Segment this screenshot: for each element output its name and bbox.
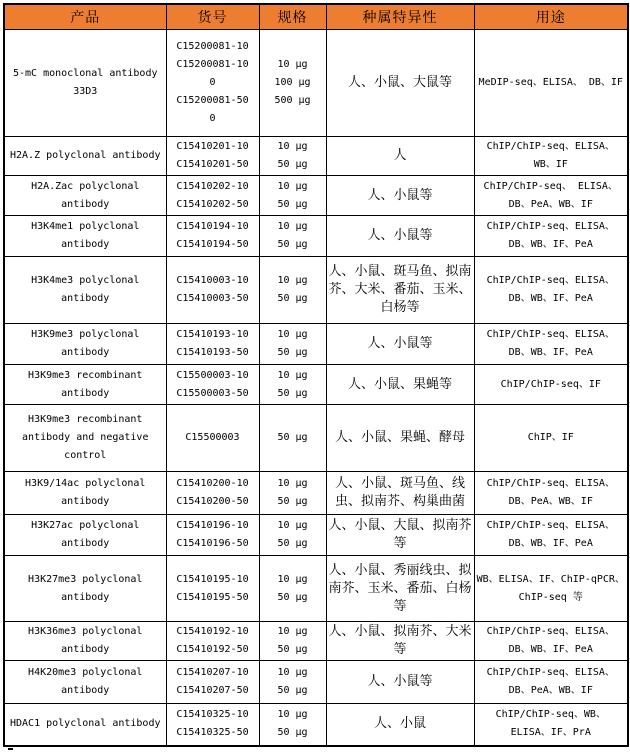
applications-cell: MeDIP-seq、ELISA、 DB、IF [474,30,628,137]
product-cell: H3K27me3 polyclonal antibody [4,556,166,622]
species-cell: 人 [326,137,474,176]
spec-cell: 10 μg 50 μg [259,137,326,176]
catalog-cell: C15410192-10 C15410192-50 [166,622,259,661]
product-cell: H3K9me3 polyclonal antibody [4,324,166,365]
spec-cell: 10 μg 50 μg [259,257,326,324]
table-row [4,405,628,472]
header-row [4,4,628,30]
catalog-cell: C15410202-10 C15410202-50 [166,176,259,216]
species-cell: 人、小鼠、果蝇等 [326,365,474,405]
spec-cell: 10 μg 50 μg [259,472,326,515]
applications-cell: ChIP/ChIP-seq、ELISA、DB、WB、IF、PeA [474,622,628,661]
table-row [4,556,628,622]
column-header-applications: 用途 [474,4,628,30]
spec-cell: 10 μg 100 μg 500 μg [259,30,326,137]
catalog-cell: C15200081-10 C15200081-100 C15200081-500 [166,30,259,137]
catalog-cell: C15410196-10 C15410196-50 [166,515,259,556]
column-header-spec: 规格 [259,4,326,30]
species-cell: 人、小鼠等 [326,661,474,704]
spec-cell: 10 μg 50 μg [259,622,326,661]
species-cell: 人、小鼠、大鼠、拟南芥等 [326,515,474,556]
catalog-cell: C15410207-10 C15410207-50 [166,661,259,704]
spec-cell: 10 μg 50 μg [259,556,326,622]
product-cell: H2A.Z polyclonal antibody [4,137,166,176]
table-row [4,176,628,216]
applications-cell: ChIP/ChIP-seq、WB、ELISA、IF、PrA [474,704,628,746]
table-row [4,324,628,365]
table-row [4,472,628,515]
spec-cell: 10 μg 50 μg [259,365,326,405]
catalog-cell: C15410193-10 C15410193-50 [166,324,259,365]
spec-cell: 50 μg [259,405,326,472]
product-cell: HDAC1 polyclonal antibody [4,704,166,746]
catalog-cell: C15500003 [166,405,259,472]
table-row [4,661,628,704]
table-row [4,622,628,661]
table-row [4,515,628,556]
catalog-cell: C15500003-10 C15500003-50 [166,365,259,405]
table-header [4,4,628,30]
product-cell: H3K36me3 polyclonal antibody [4,622,166,661]
applications-cell: ChIP/ChIP-seq、 ELISA、DB、PeA、WB、IF [474,176,628,216]
applications-cell: ChIP/ChIP-seq、ELISA、DB、WB、IF、PeA [474,515,628,556]
catalog-cell: C15410195-10 C15410195-50 [166,556,259,622]
product-cell: H3K9/14ac polyclonal antibody [4,472,166,515]
spec-cell: 10 μg 50 μg [259,515,326,556]
species-cell: 人、小鼠等 [326,216,474,257]
product-cell: H3K27ac polyclonal antibody [4,515,166,556]
applications-cell: ChIP/ChIP-seq、ELISA、WB、IF [474,137,628,176]
applications-cell: ChIP/ChIP-seq、IF [474,365,628,405]
antibody-product-table [3,3,629,747]
table-body [4,30,628,746]
stray-mark [8,748,13,750]
applications-cell: ChIP/ChIP-seq、ELISA、DB、PeA、WB、IF [474,661,628,704]
spec-cell: 10 μg 50 μg [259,324,326,365]
species-cell: 人、小鼠、果蝇、酵母 [326,405,474,472]
product-cell: 5-mC monoclonal antibody 33D3 [4,30,166,137]
applications-cell: WB、ELISA、IF、ChIP-qPCR、ChIP-seq 等 [474,556,628,622]
species-cell: 人、小鼠等 [326,176,474,216]
column-header-product: 产品 [4,4,166,30]
species-cell: 人、小鼠、斑马鱼、拟南芥、大米、番茄、玉米、白杨等 [326,257,474,324]
product-cell: H3K4me3 polyclonal antibody [4,257,166,324]
applications-cell: ChIP/ChIP-seq、ELISA、DB、WB、IF、PeA [474,324,628,365]
spec-cell: 10 μg 50 μg [259,216,326,257]
table-row [4,365,628,405]
product-cell: H2A.Zac polyclonal antibody [4,176,166,216]
document-page [0,3,630,747]
product-cell: H4K20me3 polyclonal antibody [4,661,166,704]
applications-cell: ChIP/ChIP-seq、ELISA、DB、WB、IF、PeA [474,257,628,324]
column-header-species: 种属特异性 [326,4,474,30]
species-cell: 人、小鼠等 [326,324,474,365]
species-cell: 人、小鼠、秀丽线虫、拟南芥、玉米、番茄、白杨等 [326,556,474,622]
spec-cell: 10 μg 50 μg [259,704,326,746]
product-cell: H3K9me3 recombinant antibody [4,365,166,405]
table-row [4,257,628,324]
product-cell: H3K9me3 recombinant antibody and negative control [4,405,166,472]
species-cell: 人、小鼠、拟南芥、大米等 [326,622,474,661]
catalog-cell: C15410325-10 C15410325-50 [166,704,259,746]
spec-cell: 10 μg 50 μg [259,661,326,704]
table-row [4,216,628,257]
catalog-cell: C15410194-10 C15410194-50 [166,216,259,257]
table-row [4,137,628,176]
table-row [4,30,628,137]
species-cell: 人、小鼠、大鼠等 [326,30,474,137]
catalog-cell: C15410201-10 C15410201-50 [166,137,259,176]
catalog-cell: C15410200-10 C15410200-50 [166,472,259,515]
catalog-cell: C15410003-10 C15410003-50 [166,257,259,324]
column-header-catalog: 货号 [166,4,259,30]
applications-cell: ChIP/ChIP-seq、ELISA、DB、PeA、WB、IF [474,472,628,515]
spec-cell: 10 μg 50 μg [259,176,326,216]
species-cell: 人、小鼠、斑马鱼、线虫、拟南芥、构巢曲菌 [326,472,474,515]
table-row [4,704,628,746]
product-cell: H3K4me1 polyclonal antibody [4,216,166,257]
applications-cell: ChIP/ChIP-seq、ELISA、DB、WB、IF、PeA [474,216,628,257]
applications-cell: ChIP、IF [474,405,628,472]
species-cell: 人、小鼠 [326,704,474,746]
